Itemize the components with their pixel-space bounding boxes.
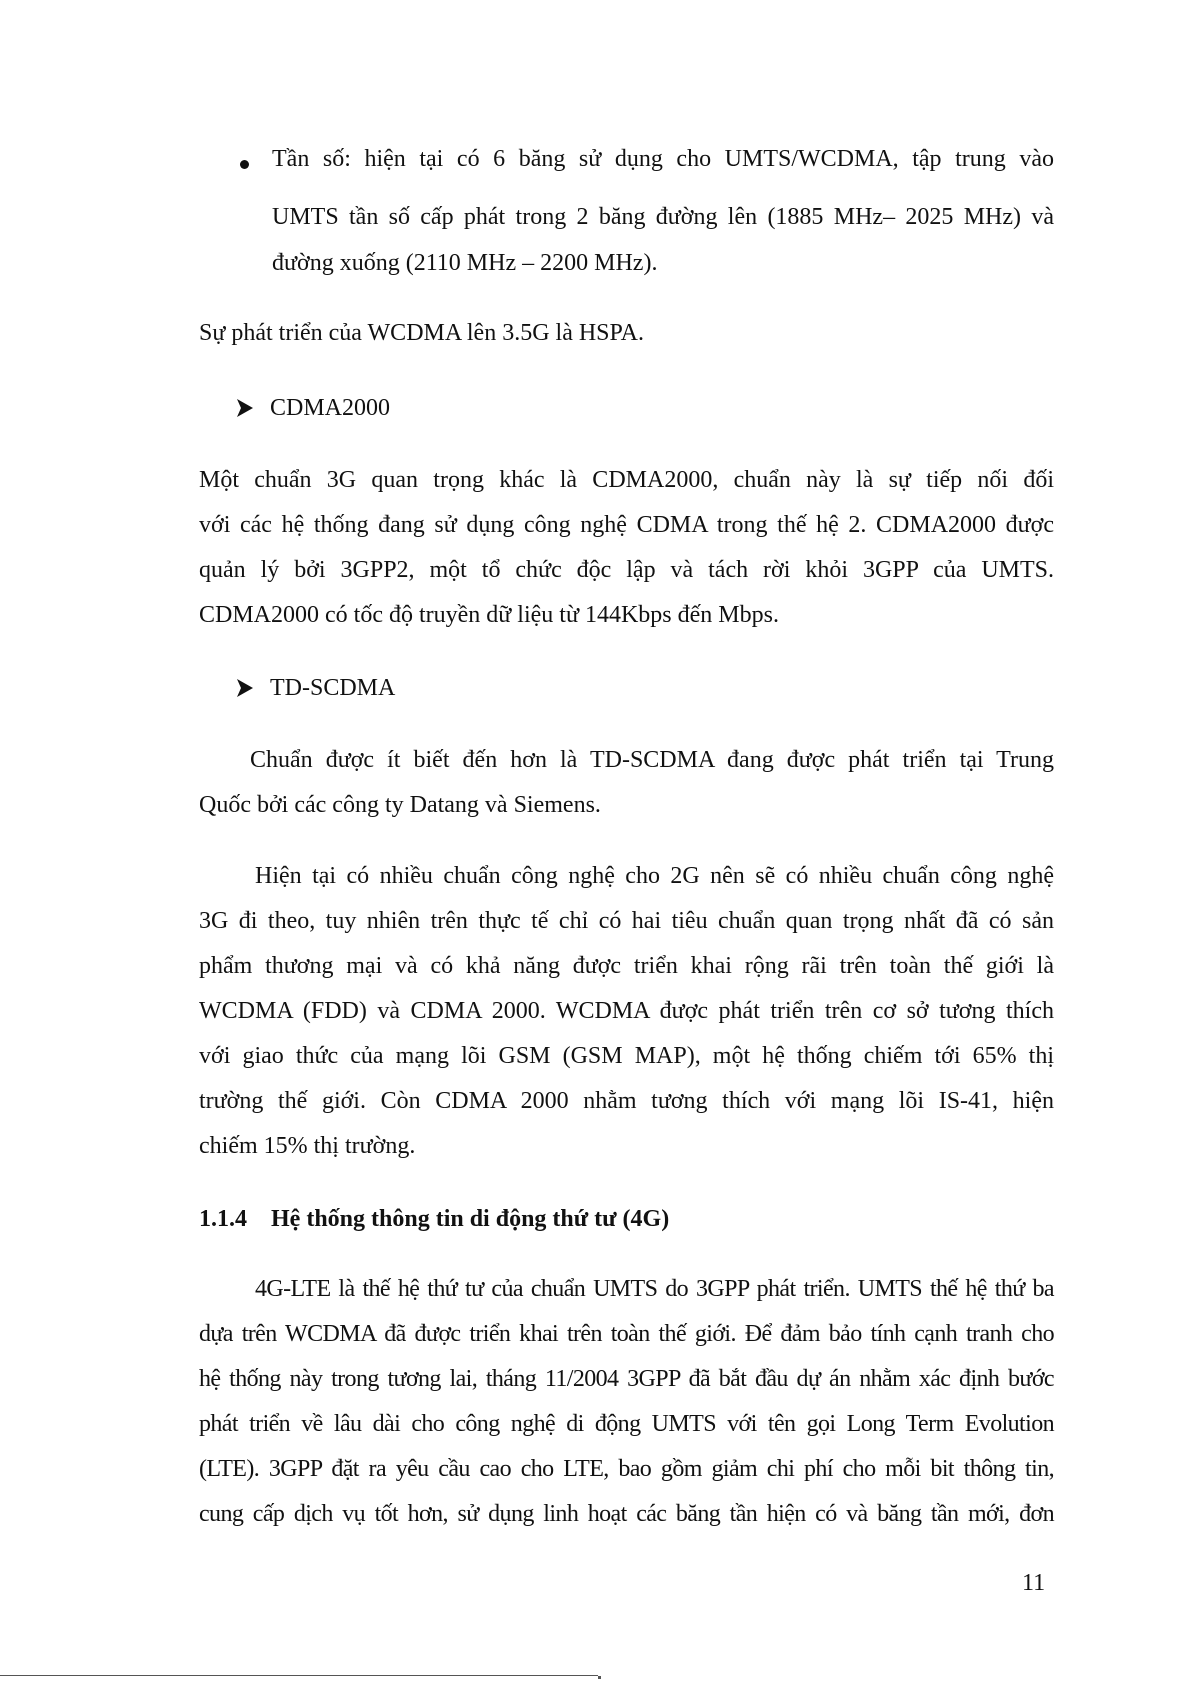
- summary-line-4: WCDMA (FDD) và CDMA 2000. WCDMA được phát triển trên cơ sở tương thích: [199, 998, 1054, 1024]
- bullet-line-1: Tần số: hiện tại có 6 băng sử dụng cho UMTS/WCDMA, tập trung vào: [272, 146, 1054, 172]
- section-number: 1.1.4: [199, 1206, 247, 1232]
- cdma2000-line-1: Một chuẩn 3G quan trọng khác là CDMA2000, chuẩn này là sự tiếp nối đối: [199, 467, 1054, 493]
- summary-line-3: phẩm thương mại và có khả năng được triển khai rộng rãi trên toàn thế giới là: [199, 953, 1054, 979]
- paragraph-hspa: Sự phát triển của WCDMA lên 3.5G là HSPA.: [199, 320, 644, 346]
- cdma2000-line-2: với các hệ thống đang sử dụng công nghệ CDMA trong thế hệ 2. CDMA2000 được: [199, 512, 1054, 538]
- para-4g-line-5: (LTE). 3GPP đặt ra yêu cầu cao cho LTE, bao gồm giảm chi phí cho mỗi bit thông tin,: [199, 1456, 1054, 1482]
- item-cdma2000: CDMA2000: [270, 395, 391, 421]
- summary-line-7: chiếm 15% thị trường.: [199, 1133, 416, 1159]
- bullet-icon: [240, 160, 249, 169]
- bullet-line-3: đường xuống (2110 MHz – 2200 MHz).: [272, 250, 658, 276]
- tdscdma-line-2: Quốc bởi các công ty Datang và Siemens.: [199, 792, 601, 818]
- bullet-line-2: UMTS tần số cấp phát trong 2 băng đường lên (1885 MHz– 2025 MHz) và: [272, 204, 1054, 230]
- para-4g-line-3: hệ thống này trong tương lai, tháng 11/2004 3GPP đã bắt đầu dự án nhằm xác định bước: [199, 1366, 1054, 1392]
- cdma2000-line-3: quản lý bởi 3GPP2, một tổ chức độc lập và tách rời khỏi 3GPP của UMTS.: [199, 557, 1054, 583]
- summary-line-2: 3G đi theo, tuy nhiên trên thực tế chỉ có hai tiêu chuẩn quan trọng nhất đã có sản: [199, 908, 1054, 934]
- cdma2000-line-4: CDMA2000 có tốc độ truyền dữ liệu từ 144Kbps đến Mbps.: [199, 602, 779, 628]
- para-4g-line-1: 4G-LTE là thế hệ thứ tư của chuẩn UMTS do 3GPP phát triển. UMTS thế hệ thứ ba: [255, 1276, 1054, 1302]
- section-title: Hệ thống thông tin di động thứ tư (4G): [271, 1206, 670, 1232]
- para-4g-line-6: cung cấp dịch vụ tốt hơn, sử dụng linh hoạt các băng tần hiện có và băng tần mới, đơn: [199, 1501, 1054, 1527]
- summary-line-6: trường thế giới. Còn CDMA 2000 nhằm tương thích với mạng lõi IS-41, hiện: [199, 1088, 1054, 1114]
- para-4g-line-2: dựa trên WCDMA đã được triển khai trên toàn thế giới. Để đảm bảo tính cạnh tranh cho: [199, 1321, 1054, 1347]
- page-number: 11: [1022, 1570, 1046, 1596]
- item-tdscdma: TD-SCDMA: [270, 675, 396, 701]
- summary-line-1: Hiện tại có nhiều chuẩn công nghệ cho 2G nên sẽ có nhiều chuẩn công nghệ: [255, 863, 1054, 889]
- summary-line-5: với giao thức của mạng lõi GSM (GSM MAP), một hệ thống chiếm tới 65% thị: [199, 1043, 1054, 1069]
- footer-rule-tick: [598, 1676, 601, 1679]
- arrowhead-bullet-icon: [237, 679, 253, 697]
- footer-rule: [0, 1675, 598, 1676]
- arrowhead-bullet-icon: [237, 399, 253, 417]
- para-4g-line-4: phát triển về lâu dài cho công nghệ di động UMTS với tên gọi Long Term Evolution: [199, 1411, 1054, 1437]
- tdscdma-line-1: Chuẩn được ít biết đến hơn là TD-SCDMA đang được phát triển tại Trung: [250, 747, 1054, 773]
